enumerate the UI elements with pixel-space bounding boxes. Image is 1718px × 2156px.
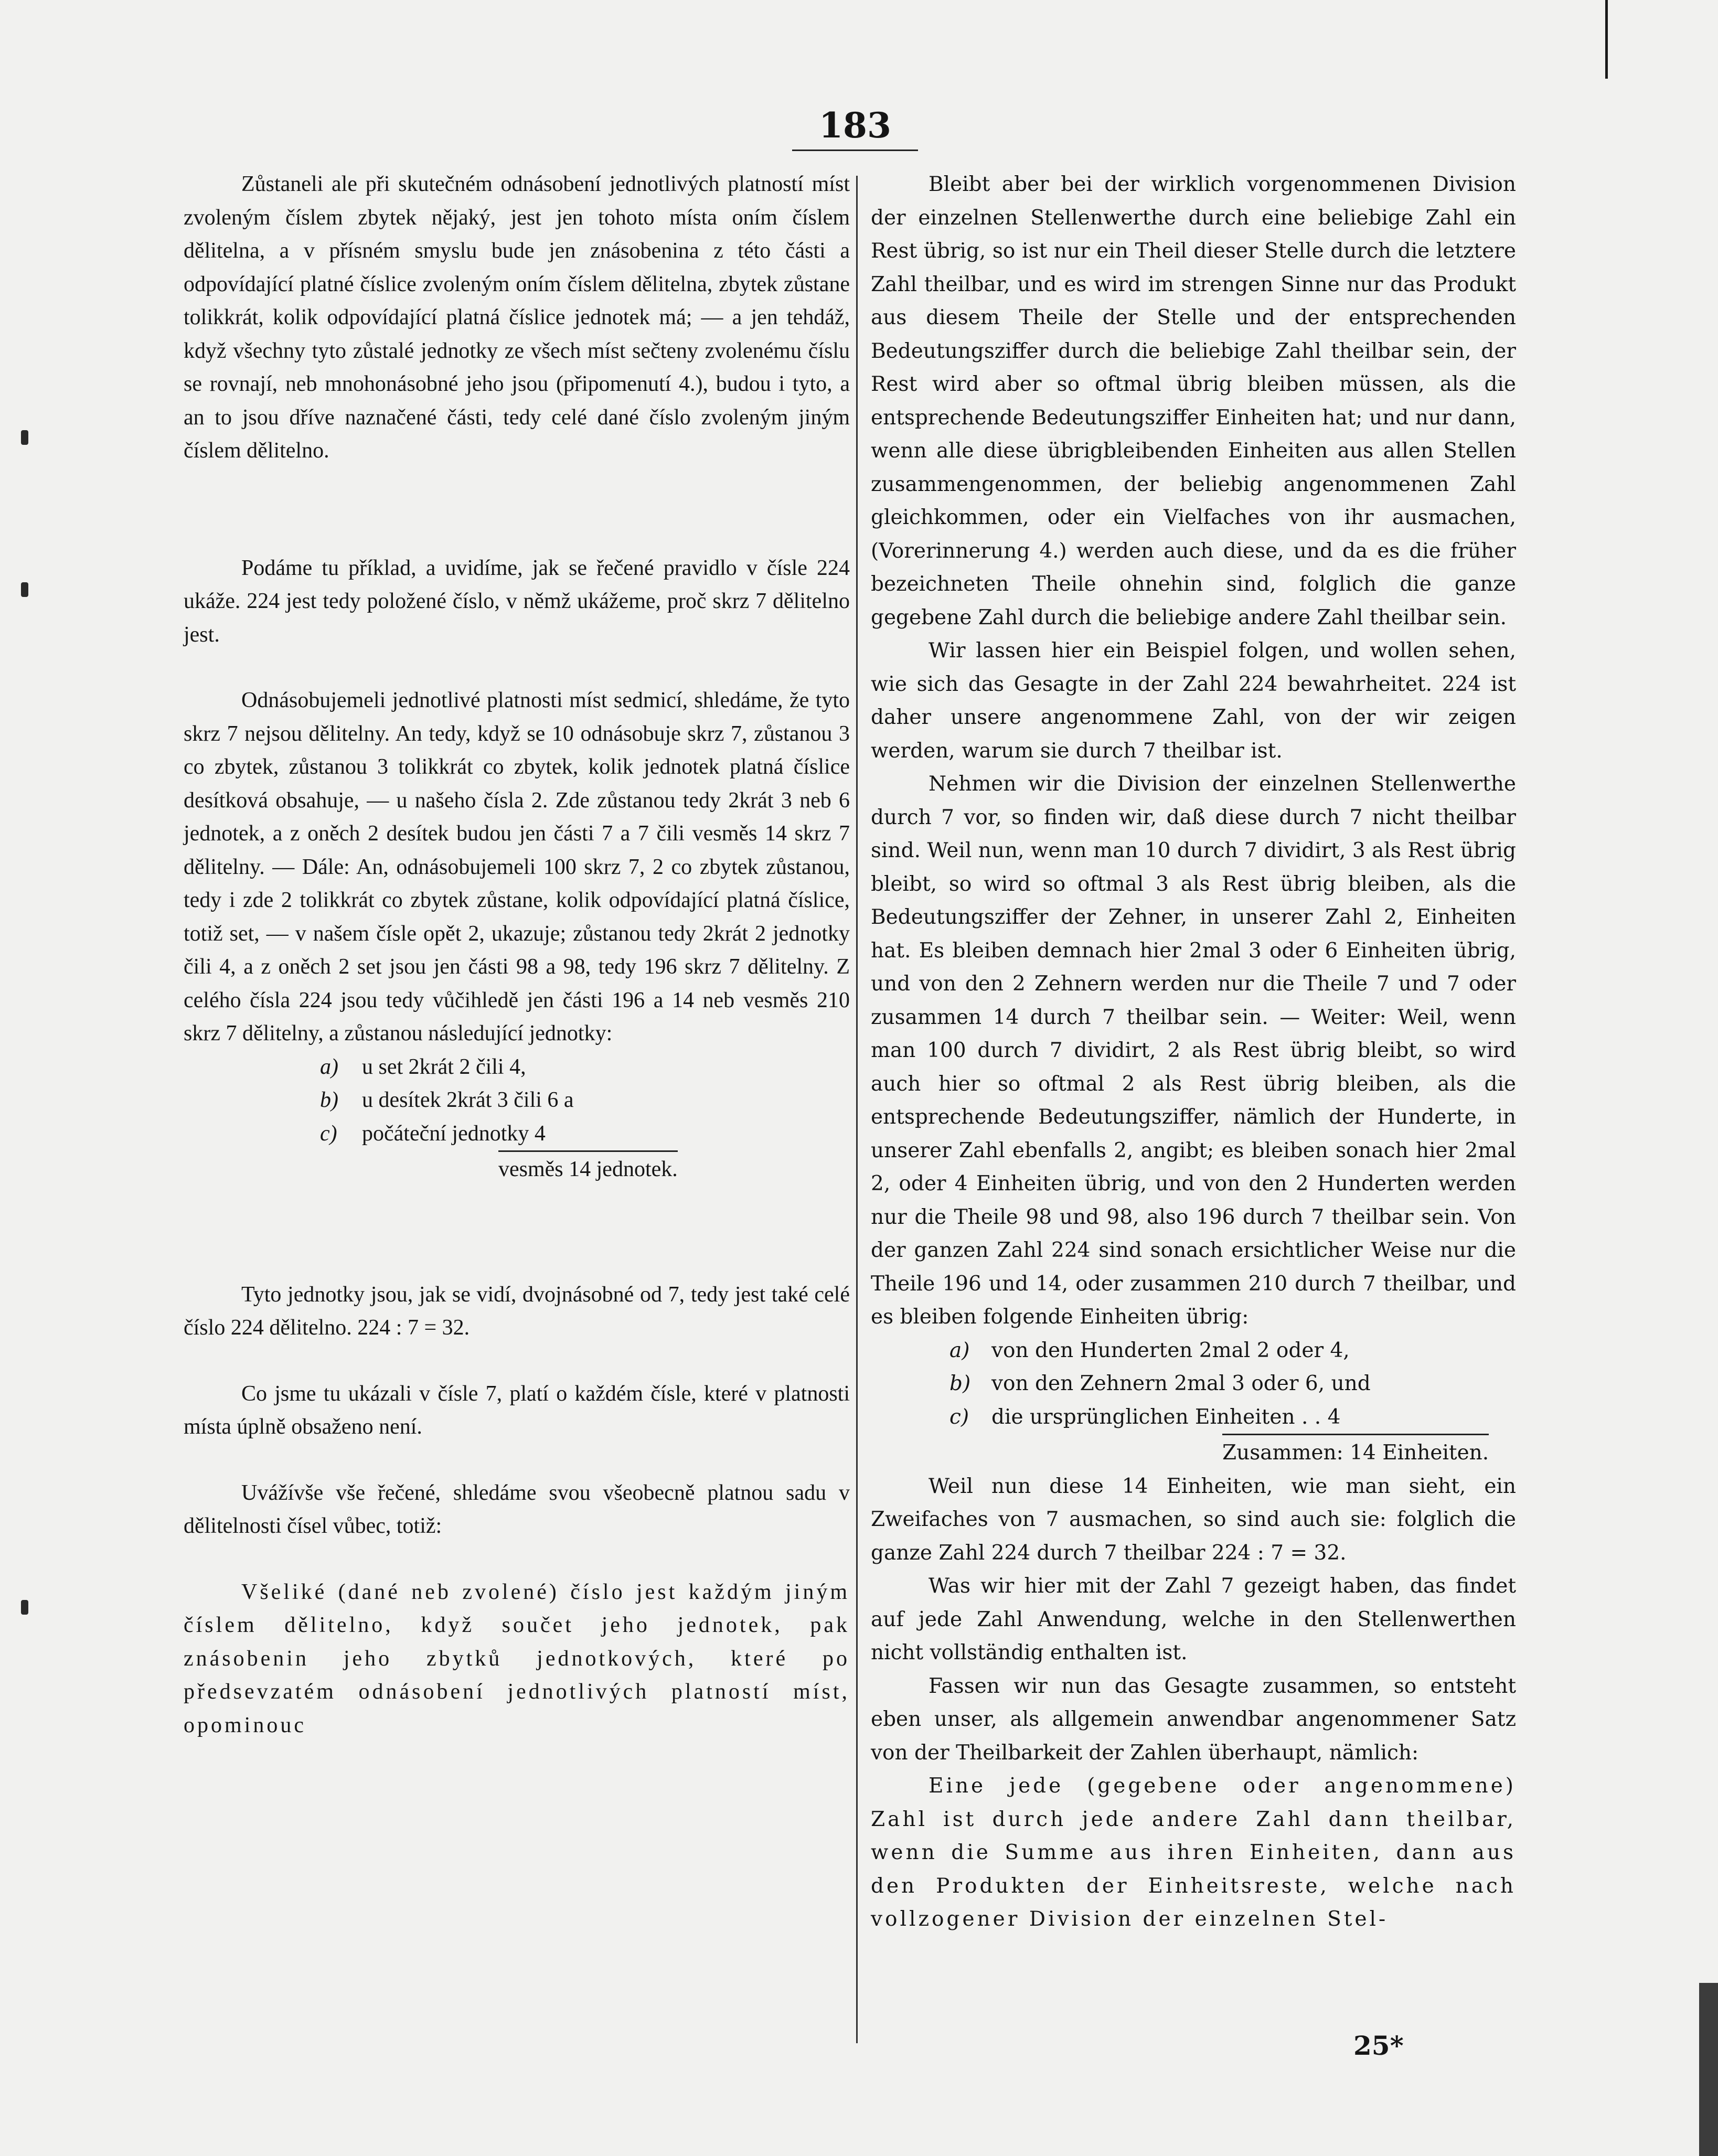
czech-paragraph-5: Co jsme tu ukázali v čísle 7, platí o každém čísle, které v platnosti místa úplně obsaženo není.: [184, 1381, 850, 1439]
czech-column: [184, 168, 850, 1742]
czech-paragraph-2: Podáme tu příklad, a uvidíme, jak se řečené pravidlo v čísle 224 ukáže. 224 jest tedy položené číslo, v němž ukážeme, proč skrz 7 dělitelno jest.: [184, 556, 850, 647]
german-paragraph-5: Was wir hier mit der Zahl 7 gezeigt haben, das findet auf jede Zahl Anwendung, welche in den Stellenwerthen nicht vollständig enthalten ist.: [871, 1574, 1516, 1664]
german-paragraph-7: Eine jede (gegebene oder angenommene) Zahl ist durch jede andere Zahl dann theilbar, wenn die Summe aus ihren Einheiten, dann aus den Produkten der Einheitsreste, welche nach vollzogener Division der einzelnen Stel-: [871, 1774, 1516, 1931]
column-divider: [856, 176, 858, 2043]
german-paragraph-3: Nehmen wir die Division der einzelnen Stellenwerthe durch 7 vor, so finden wir, daß diese durch 7 nicht theilbar sind. Weil nun, wenn man 10 durch 7 dividirt, 3 als Rest übrig bleibt, so wird so oftmal 3 als Rest übrig bleiben, als die Bedeutungsziffer der Zehner, in unserer Zahl 2, Einheiten hat. Es bleiben demnach hier 2mal 3 oder 6 Einheiten übrig, und von den 2 Zehnern werden nur die Theile 7 und 7 oder zusammen 14 durch 7 theilbar sein. — Weiter: Weil, wenn man 100 durch 7 dividirt, 2 als Rest übrig bleibt, so wird auch hier so oftmal 2 als Rest übrig bleiben, als die entsprechende Bedeutungsziffer, nämlich der Hunderte, in unserer Zahl ebenfalls 2, angibt; es bleiben sonach hier 2mal 2, oder 4 Einheiten übrig, und von den 2 Hunderten werden nur die Theile 98 und 98, also 196 durch 7 theilbar sein. Von der ganzen Zahl 224 sind sonach ersichtlicher Weise nur die Theile 196 und 14, oder zusammen 210 durch 7 theilbar, und es bleiben folgende Einheiten übrig:: [871, 772, 1516, 1329]
list-item: a) u set 2krát 2 čili 4,: [320, 1054, 526, 1079]
german-paragraph-4: Weil nun diese 14 Einheiten, wie man sieht, ein Zweifaches von 7 ausmachen, so sind auch sie: folglich die ganze Zahl 224 durch 7 theilbar 224 : 7 = 32.: [871, 1474, 1516, 1565]
german-paragraph-1: Bleibt aber bei der wirklich vorgenommenen Division der einzelnen Stellenwerthe durch eine beliebige Zahl ein Rest übrig, so ist nur ein Theil dieser Stelle durch die letztere Zahl theilbar, und es wird im strengen Sinne nur das Produkt aus diesem Theile der Stelle und der entsprechenden Bedeutungsziffer durch die beliebige Zahl theilbar sein, der Rest wird aber so oftmal übrig bleiben müssen, als die entsprechende Bedeutungsziffer Einheiten hat; und nur dann, wenn alle diese übrigbleibenden Einheiten aus allen Stellen zusammengenommen, der beliebig angenommenen Zahl gleichkommen, oder ein Vielfaches von ihr ausmachen, (Vorerinnerung 4.) werden auch diese, und da es die früher bezeichneten Theile ohnehin sind, folglich die ganze gegebene Zahl durch die beliebige andere Zahl theilbar sein.: [871, 173, 1516, 629]
binding-edge: [1699, 1983, 1718, 2156]
list-item: c) počáteční jednotky 4: [320, 1121, 546, 1146]
list-item: b) von den Zehnern 2mal 3 oder 6, und: [949, 1372, 1371, 1395]
page-edge-line: [1605, 0, 1608, 79]
czech-sum: vesměs 14 jednotek.: [184, 1150, 850, 1187]
list-item: c) die ursprünglichen Einheiten . . 4: [949, 1405, 1341, 1429]
czech-paragraph-6: Uvážívše vše řečené, shledáme svou všeobecně platnou sadu v dělitelnosti čísel vůbec, totiž:: [184, 1480, 850, 1538]
czech-paragraph-7: Všeliké (dané neb zvolené) číslo jest každým jiným číslem dělitelno, když součet jeho jednotek, pak znásobenin jeho zbytků jednotkových, které po předsevzatém odnásobení jednotlivých platností míst, opominouc: [184, 1579, 850, 1737]
german-paragraph-2: Wir lassen hier ein Beispiel folgen, und wollen sehen, wie sich das Gesagte in der Zahl 224 bewahrheitet. 224 ist daher unsere angenommene Zahl, von der wir zeigen werden, warum sie durch 7 theilbar ist.: [871, 639, 1516, 763]
page-number: 183: [819, 105, 891, 146]
signature-mark: 25*: [1353, 2030, 1404, 2061]
german-paragraph-6: Fassen wir nun das Gesagte zusammen, so entsteht eben unser, als allgemein anwendbar angenommener Satz von der Theilbarkeit der Zahlen überhaupt, nämlich:: [871, 1674, 1516, 1765]
list-item: a) von den Hunderten 2mal 2 oder 4,: [949, 1338, 1350, 1362]
czech-paragraph-3: Odnásobujemeli jednotlivé platnosti míst sedmicí, shledáme, že tyto skrz 7 nejsou dělitelny. An tedy, když se 10 odnásobuje skrz 7, zůstanou 3 co zbytek, zůstanou 3 tolikkrát co zbytek, kolik jednotek platná číslice desítková obsahuje, — u našeho čísla 2. Zde zůstanou tedy 2krát 3 neb 6 jednotek, a z oněch 2 desítek budou jen části 7 a 7 čili vesměs 14 skrz 7 dělitelny. — Dále: An, odnásobujemeli 100 skrz 7, 2 co zbytek zůstanou, tedy i zde 2 tolikkrát co zbytek zůstane, kolik odpovídající platná číslice, totiž set, — v našem čísle opět 2, ukazuje; zůstanou tedy 2krát 2 jednotky čili 4, a z oněch 2 set jsou jen části 98 a 98, tedy 196 skrz 7 dělitelny. Z celého čísla 224 jsou tedy vůčihledě jen části 196 a 14 neb vesměs 210 skrz 7 dělitelny, a zůstanou následující jednotky:: [184, 688, 850, 1045]
german-remainder-list: [871, 1334, 1516, 1434]
page-number-rule: [792, 150, 918, 151]
german-sum: Zusammen: 14 Einheiten.: [871, 1434, 1516, 1470]
list-item: b) u desítek 2krát 3 čili 6 a: [320, 1088, 574, 1112]
czech-paragraph-4: Tyto jednotky jsou, jak se vidí, dvojnásobné od 7, tedy jest také celé číslo 224 dělitelno. 224 : 7 = 32.: [184, 1282, 850, 1340]
czech-remainder-list: [184, 1051, 850, 1151]
czech-paragraph-1: Zůstaneli ale při skutečném odnásobení jednotlivých platností míst zvoleným číslem zbytek nějaký, jest jen tohoto místa oním číslem dělitelna, a v přísném smyslu bude jen znásobenina z této části a odpovídající platné číslice zvoleným oním číslem dělitelna, zbytek zůstane tolikkrát, kolik odpovídající platná číslice jednotek má; — a jen tehdáž, když všechny tyto zůstalé jednotky ze všech míst sečteny zvolenému číslu se rovnají, neb mnohonásobné jeho jsou (připomenutí 4.), budou i tyto, a an to jsou dříve naznačené části, tedy celé dané číslo zvoleným jiným číslem dělitelno.: [184, 172, 850, 463]
german-column: [871, 168, 1516, 1936]
